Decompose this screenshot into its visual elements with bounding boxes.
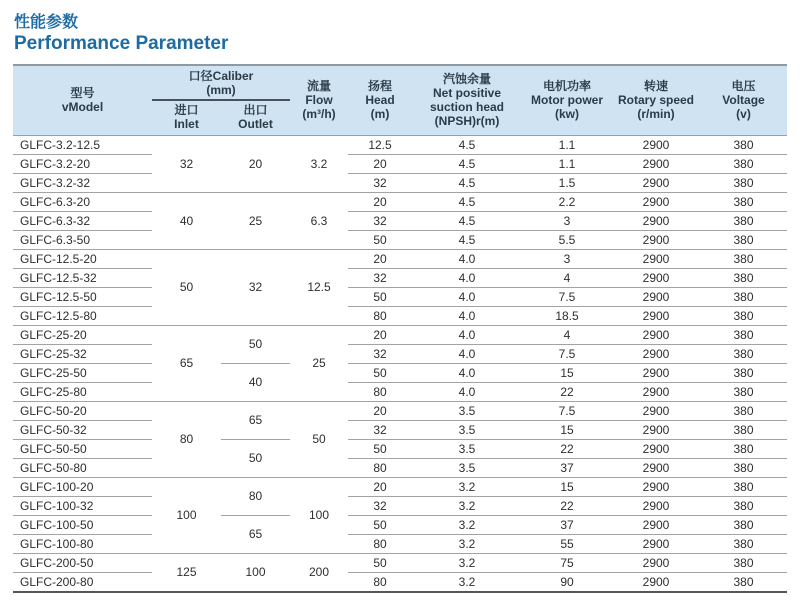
voltage-cell: 380	[700, 439, 787, 458]
head-cell: 20	[348, 154, 412, 173]
power-cell: 75	[522, 553, 612, 572]
power-cell: 1.1	[522, 135, 612, 154]
inlet-cell: 32	[152, 135, 221, 192]
head-cell: 80	[348, 458, 412, 477]
model-cell: GLFC-25-50	[13, 363, 152, 382]
head-cell: 80	[348, 382, 412, 401]
flow-header: 流量 Flow (m³/h)	[290, 65, 348, 136]
voltage-cell: 380	[700, 401, 787, 420]
speed-cell: 2900	[612, 154, 700, 173]
npsh-cell: 4.5	[412, 135, 522, 154]
table-row	[13, 363, 787, 382]
npsh-header: 汽蚀余量 Net positive suction head (NPSH)r(m)	[412, 65, 522, 136]
npsh-cell: 3.5	[412, 439, 522, 458]
table-header	[13, 65, 787, 136]
model-cell: GLFC-100-32	[13, 496, 152, 515]
power-cell: 7.5	[522, 401, 612, 420]
inlet-cell: 40	[152, 192, 221, 249]
npsh-cell: 4.0	[412, 363, 522, 382]
model-cell: GLFC-12.5-32	[13, 268, 152, 287]
model-cell: GLFC-6.3-20	[13, 192, 152, 211]
speed-cell: 2900	[612, 458, 700, 477]
model-cell: GLFC-200-80	[13, 572, 152, 592]
power-cell: 55	[522, 534, 612, 553]
table-row	[13, 287, 787, 306]
inlet-cell: 65	[152, 325, 221, 401]
speed-cell: 2900	[612, 287, 700, 306]
speed-cell: 2900	[612, 135, 700, 154]
performance-parameter-table	[13, 64, 787, 593]
voltage-cell: 380	[700, 325, 787, 344]
inlet-cell: 125	[152, 553, 221, 592]
table-row	[13, 192, 787, 211]
model-cell: GLFC-25-32	[13, 344, 152, 363]
voltage-cell: 380	[700, 211, 787, 230]
model-cell: GLFC-100-20	[13, 477, 152, 496]
power-cell: 4	[522, 268, 612, 287]
speed-cell: 2900	[612, 572, 700, 592]
head-cell: 12.5	[348, 135, 412, 154]
outlet-cell: 50	[221, 325, 290, 363]
power-cell: 15	[522, 420, 612, 439]
model-cell: GLFC-100-80	[13, 534, 152, 553]
table-row	[13, 173, 787, 192]
head-cell: 50	[348, 230, 412, 249]
table-row	[13, 268, 787, 287]
inlet-cell: 100	[152, 477, 221, 553]
speed-cell: 2900	[612, 363, 700, 382]
speed-cell: 2900	[612, 382, 700, 401]
model-header: 型号 vModel	[13, 65, 152, 136]
npsh-cell: 3.2	[412, 534, 522, 553]
page-title-zh: 性能参数	[14, 14, 79, 31]
head-cell: 50	[348, 515, 412, 534]
npsh-cell: 4.0	[412, 306, 522, 325]
outlet-cell: 25	[221, 192, 290, 249]
table-body	[13, 135, 787, 592]
speed-cell: 2900	[612, 534, 700, 553]
speed-cell: 2900	[612, 192, 700, 211]
power-cell: 1.5	[522, 173, 612, 192]
outlet-cell: 50	[221, 439, 290, 477]
npsh-cell: 4.5	[412, 173, 522, 192]
head-cell: 50	[348, 439, 412, 458]
npsh-cell: 4.5	[412, 211, 522, 230]
npsh-cell: 4.0	[412, 249, 522, 268]
page-title-en: Performance Parameter	[14, 33, 229, 55]
flow-cell: 200	[290, 553, 348, 592]
speed-cell: 2900	[612, 496, 700, 515]
npsh-cell: 4.5	[412, 192, 522, 211]
flow-cell: 3.2	[290, 135, 348, 192]
model-cell: GLFC-50-32	[13, 420, 152, 439]
flow-cell: 6.3	[290, 192, 348, 249]
head-cell: 32	[348, 496, 412, 515]
voltage-cell: 380	[700, 306, 787, 325]
power-cell: 7.5	[522, 344, 612, 363]
voltage-cell: 380	[700, 344, 787, 363]
voltage-cell: 380	[700, 268, 787, 287]
power-cell: 22	[522, 496, 612, 515]
model-cell: GLFC-25-20	[13, 325, 152, 344]
voltage-header: 电压 Voltage (v)	[700, 65, 787, 136]
voltage-cell: 380	[700, 458, 787, 477]
npsh-cell: 4.0	[412, 287, 522, 306]
head-cell: 32	[348, 420, 412, 439]
voltage-cell: 380	[700, 477, 787, 496]
npsh-cell: 4.0	[412, 325, 522, 344]
head-cell: 20	[348, 192, 412, 211]
head-cell: 32	[348, 344, 412, 363]
npsh-cell: 3.2	[412, 496, 522, 515]
power-cell: 22	[522, 382, 612, 401]
power-cell: 2.2	[522, 192, 612, 211]
table-row	[13, 420, 787, 439]
flow-cell: 100	[290, 477, 348, 553]
voltage-cell: 380	[700, 249, 787, 268]
inlet-cell: 50	[152, 249, 221, 325]
speed-header: 转速 Rotary speed (r/min)	[612, 65, 700, 136]
head-cell: 32	[348, 211, 412, 230]
table-row	[13, 382, 787, 401]
head-cell: 80	[348, 306, 412, 325]
table-row	[13, 135, 787, 154]
speed-cell: 2900	[612, 325, 700, 344]
model-cell: GLFC-50-50	[13, 439, 152, 458]
table-row	[13, 534, 787, 553]
speed-cell: 2900	[612, 477, 700, 496]
npsh-cell: 3.5	[412, 458, 522, 477]
voltage-cell: 380	[700, 287, 787, 306]
speed-cell: 2900	[612, 306, 700, 325]
model-cell: GLFC-200-50	[13, 553, 152, 572]
npsh-cell: 3.2	[412, 477, 522, 496]
voltage-cell: 380	[700, 192, 787, 211]
table-row	[13, 401, 787, 420]
power-cell: 22	[522, 439, 612, 458]
npsh-cell: 4.0	[412, 268, 522, 287]
power-cell: 15	[522, 477, 612, 496]
table-row	[13, 154, 787, 173]
power-cell: 37	[522, 458, 612, 477]
speed-cell: 2900	[612, 439, 700, 458]
head-cell: 50	[348, 287, 412, 306]
model-cell: GLFC-6.3-50	[13, 230, 152, 249]
npsh-cell: 4.0	[412, 344, 522, 363]
npsh-cell: 4.5	[412, 154, 522, 173]
model-cell: GLFC-3.2-20	[13, 154, 152, 173]
table-row	[13, 572, 787, 592]
table-row	[13, 249, 787, 268]
power-cell: 5.5	[522, 230, 612, 249]
outlet-cell: 65	[221, 401, 290, 439]
outlet-cell: 40	[221, 363, 290, 401]
model-cell: GLFC-3.2-32	[13, 173, 152, 192]
power-cell: 4	[522, 325, 612, 344]
npsh-cell: 4.0	[412, 382, 522, 401]
power-header: 电机功率 Motor power (kw)	[522, 65, 612, 136]
npsh-cell: 3.5	[412, 420, 522, 439]
table-row	[13, 553, 787, 572]
model-cell: GLFC-12.5-50	[13, 287, 152, 306]
voltage-cell: 380	[700, 420, 787, 439]
model-cell: GLFC-100-50	[13, 515, 152, 534]
power-cell: 3	[522, 211, 612, 230]
model-cell: GLFC-25-80	[13, 382, 152, 401]
power-cell: 90	[522, 572, 612, 592]
outlet-cell: 20	[221, 135, 290, 192]
table-row	[13, 439, 787, 458]
voltage-cell: 380	[700, 230, 787, 249]
model-cell: GLFC-50-80	[13, 458, 152, 477]
table-row	[13, 325, 787, 344]
speed-cell: 2900	[612, 173, 700, 192]
head-cell: 32	[348, 173, 412, 192]
table-row	[13, 515, 787, 534]
speed-cell: 2900	[612, 211, 700, 230]
inlet-cell: 80	[152, 401, 221, 477]
speed-cell: 2900	[612, 515, 700, 534]
flow-cell: 50	[290, 401, 348, 477]
flow-cell: 12.5	[290, 249, 348, 325]
npsh-cell: 4.5	[412, 230, 522, 249]
flow-cell: 25	[290, 325, 348, 401]
speed-cell: 2900	[612, 230, 700, 249]
outlet-cell: 80	[221, 477, 290, 515]
outlet-cell: 32	[221, 249, 290, 325]
table-row	[13, 477, 787, 496]
power-cell: 37	[522, 515, 612, 534]
voltage-cell: 380	[700, 496, 787, 515]
model-cell: GLFC-3.2-12.5	[13, 135, 152, 154]
npsh-cell: 3.2	[412, 572, 522, 592]
model-cell: GLFC-12.5-20	[13, 249, 152, 268]
table-row	[13, 496, 787, 515]
outlet-header: 出口 Outlet	[221, 100, 290, 136]
head-cell: 20	[348, 325, 412, 344]
speed-cell: 2900	[612, 268, 700, 287]
power-cell: 18.5	[522, 306, 612, 325]
table-row	[13, 306, 787, 325]
model-cell: GLFC-6.3-32	[13, 211, 152, 230]
speed-cell: 2900	[612, 249, 700, 268]
voltage-cell: 380	[700, 154, 787, 173]
head-cell: 32	[348, 268, 412, 287]
voltage-cell: 380	[700, 534, 787, 553]
speed-cell: 2900	[612, 553, 700, 572]
voltage-cell: 380	[700, 382, 787, 401]
voltage-cell: 380	[700, 572, 787, 592]
inlet-header: 进口 Inlet	[152, 100, 221, 136]
table-row	[13, 230, 787, 249]
head-cell: 50	[348, 363, 412, 382]
head-cell: 20	[348, 401, 412, 420]
npsh-cell: 3.2	[412, 515, 522, 534]
outlet-cell: 100	[221, 553, 290, 592]
head-cell: 20	[348, 249, 412, 268]
head-cell: 80	[348, 572, 412, 592]
head-cell: 80	[348, 534, 412, 553]
table-row	[13, 458, 787, 477]
power-cell: 3	[522, 249, 612, 268]
speed-cell: 2900	[612, 401, 700, 420]
voltage-cell: 380	[700, 173, 787, 192]
voltage-cell: 380	[700, 363, 787, 382]
speed-cell: 2900	[612, 344, 700, 363]
table-row	[13, 211, 787, 230]
caliber-header: 口径Caliber (mm)	[152, 65, 290, 100]
power-cell: 15	[522, 363, 612, 382]
model-cell: GLFC-50-20	[13, 401, 152, 420]
outlet-cell: 65	[221, 515, 290, 553]
power-cell: 1.1	[522, 154, 612, 173]
npsh-cell: 3.5	[412, 401, 522, 420]
voltage-cell: 380	[700, 553, 787, 572]
head-cell: 20	[348, 477, 412, 496]
head-cell: 50	[348, 553, 412, 572]
npsh-cell: 3.2	[412, 553, 522, 572]
speed-cell: 2900	[612, 420, 700, 439]
table-row	[13, 344, 787, 363]
model-cell: GLFC-12.5-80	[13, 306, 152, 325]
head-header: 扬程 Head (m)	[348, 65, 412, 136]
power-cell: 7.5	[522, 287, 612, 306]
voltage-cell: 380	[700, 135, 787, 154]
voltage-cell: 380	[700, 515, 787, 534]
